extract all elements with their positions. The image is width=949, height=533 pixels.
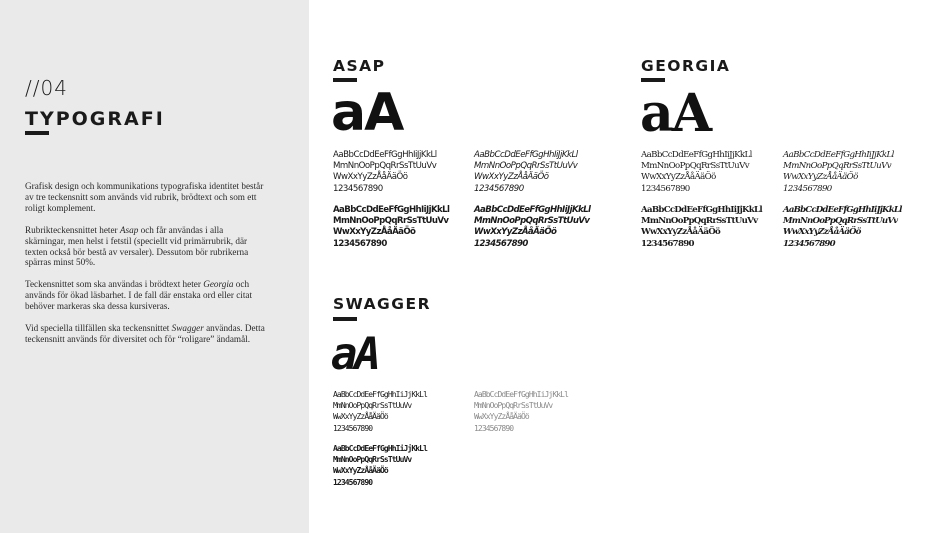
intro-paragraph-2 xyxy=(25,225,265,269)
asap-italic-sample xyxy=(474,150,578,195)
sample-line: MmNnOoPpQqRrSsTtUuVv xyxy=(474,401,553,411)
swagger-light-sample xyxy=(474,389,568,434)
georgia-bold-italic-sample xyxy=(783,205,902,250)
sample-line: 1234567890 xyxy=(333,183,383,194)
sample-line: 1234567890 xyxy=(474,183,524,194)
sample-line: 1234567890 xyxy=(641,238,694,249)
georgia-regular-sample xyxy=(641,150,752,195)
sample-line: MmNnOoPpQqRrSsTtUuVv xyxy=(641,161,749,172)
georgia-italic-sample xyxy=(783,150,894,195)
font-name-georgia: Georgia xyxy=(203,279,234,290)
sample-line: WwXxYyZzÅåÄäÖö xyxy=(641,227,721,238)
sample-line: 1234567890 xyxy=(333,238,387,249)
page-title: TYPOGRAFI xyxy=(25,108,165,130)
sample-line: MmNnOoPpQqRrSsTtUuVv xyxy=(641,216,758,227)
asap-regular-sample xyxy=(333,150,437,195)
font-title-underline xyxy=(333,78,357,82)
sample-line: WwXxYyZzÅåÄäÖö xyxy=(333,227,416,238)
sample-line: AaBbCcDdEeFfGgHhIiJjKkLl xyxy=(783,150,894,160)
intro-text xyxy=(25,181,265,356)
intro-text-span: Vid speciella tillfällen ska teckensnittet xyxy=(25,323,172,334)
intro-text-span: och används för ökad läsbarhet. I de fall där enstaka ord eller citat behöver markeras ska dessa kursiveras. xyxy=(25,279,253,312)
sample-line: WwXxYyZzÅåÄäÖö xyxy=(333,412,388,422)
font-name-swagger: Swagger xyxy=(171,323,204,334)
font-title-georgia: GEORGIA xyxy=(641,57,731,75)
sample-line: AaBbCcDdEeFfGgHhIiJjKkLl xyxy=(333,444,427,453)
sample-line: AaBbCcDdEeFfGgHhIiJjKkLl xyxy=(333,205,450,215)
intro-paragraph-4 xyxy=(25,323,265,345)
font-title-underline xyxy=(641,78,665,82)
sample-line: WwXxYyZzÅåÄäÖö xyxy=(474,412,529,422)
sample-line: WwXxYyZzÅåÄäÖö xyxy=(641,172,716,183)
section-number: //04 xyxy=(25,76,68,100)
sample-line: 1234567890 xyxy=(783,238,835,249)
intro-paragraph-1: Grafisk design och kommunikations typografiska identitet består av tre teckensnitt som används vid rubrik, brödtext och som ett roligt komplement. xyxy=(25,181,264,213)
sample-line: MmNnOoPpQqRrSsTtUuVv xyxy=(474,161,578,172)
intro-text-span: Rubrikteckensnittet heter xyxy=(25,224,120,235)
sample-line: AaBbCcDdEeFfGgHhIiJjKkLl xyxy=(641,150,752,160)
sample-line: AaBbCcDdEeFfGgHhIiJjKkLl xyxy=(641,205,762,215)
swagger-bold-sample xyxy=(333,443,427,488)
sample-line: 1234567890 xyxy=(333,477,373,487)
sample-line: AaBbCcDdEeFfGgHhIiJjKkLl xyxy=(333,390,427,399)
font-title-asap: ASAP xyxy=(333,57,386,75)
sample-line: 1234567890 xyxy=(641,183,690,194)
intro-text-span: Teckensnittet som ska användas i brödtext heter xyxy=(25,279,204,290)
georgia-bold-sample xyxy=(641,205,762,250)
sample-line: MmNnOoPpQqRrSsTtUuVv xyxy=(333,161,437,172)
font-title-swagger: SWAGGER xyxy=(333,295,432,313)
sample-line: 1234567890 xyxy=(783,183,832,194)
sample-line: WwXxYyZzÅåÄäÖö xyxy=(474,172,549,183)
sample-line: WwXxYyZzÅåÄäÖö xyxy=(783,172,858,183)
sample-line: 1234567890 xyxy=(474,238,528,249)
font-name-asap: Asap xyxy=(119,224,139,235)
sample-line: MmNnOoPpQqRrSsTtUuVv xyxy=(783,216,898,227)
intro-text-span: användas. Detta teckensnitt används för diversitet och för “roligare” ändamål. xyxy=(25,323,265,344)
sample-line: MmNnOoPpQqRrSsTtUuVv xyxy=(333,216,449,227)
sample-line: 1234567890 xyxy=(474,423,514,433)
intro-text-span: och får användas i alla skärningar, men helst i fetstil (speciellt vid primärrubrik, där texten också bör bestå av versaler). Dessutom bör rubrikerna spärras minst 50%. xyxy=(25,224,249,268)
sample-line: WwXxYyZzÅåÄäÖö xyxy=(474,227,557,238)
sample-line: WwXxYyZzÅåÄäÖö xyxy=(333,466,388,476)
sample-line: AaBbCcDdEeFfGgHhIiJjKkLl xyxy=(783,205,902,215)
asap-bold-sample xyxy=(333,205,449,250)
swagger-regular-sample xyxy=(333,389,427,434)
sample-line: MmNnOoPpQqRrSsTtUuVv xyxy=(474,216,590,227)
swagger-glyph-sample: aA xyxy=(331,329,378,380)
sample-line: AaBbCcDdEeFfGgHhIiJjKkLl xyxy=(474,390,568,399)
asap-glyph-sample: aA xyxy=(331,83,403,143)
sample-line: AaBbCcDdEeFfGgHhIiJjKkLl xyxy=(474,205,591,215)
title-underline xyxy=(25,131,49,135)
sample-line: AaBbCcDdEeFfGgHhIiJjKkLl xyxy=(333,150,437,160)
intro-paragraph-3 xyxy=(25,279,265,312)
sample-line: MmNnOoPpQqRrSsTtUuVv xyxy=(333,455,412,465)
sample-line: MmNnOoPpQqRrSsTtUuVv xyxy=(783,161,891,172)
sample-line: MmNnOoPpQqRrSsTtUuVv xyxy=(333,401,412,411)
font-title-underline xyxy=(333,317,357,321)
sample-line: WwXxYyZzÅåÄäÖö xyxy=(333,172,408,183)
sample-line: WwXxYyZzÅåÄäÖö xyxy=(783,227,861,238)
georgia-glyph-sample: aA xyxy=(640,83,711,144)
asap-bold-italic-sample xyxy=(474,205,590,250)
sample-line: 1234567890 xyxy=(333,423,373,433)
sample-line: AaBbCcDdEeFfGgHhIiJjKkLl xyxy=(474,150,578,160)
